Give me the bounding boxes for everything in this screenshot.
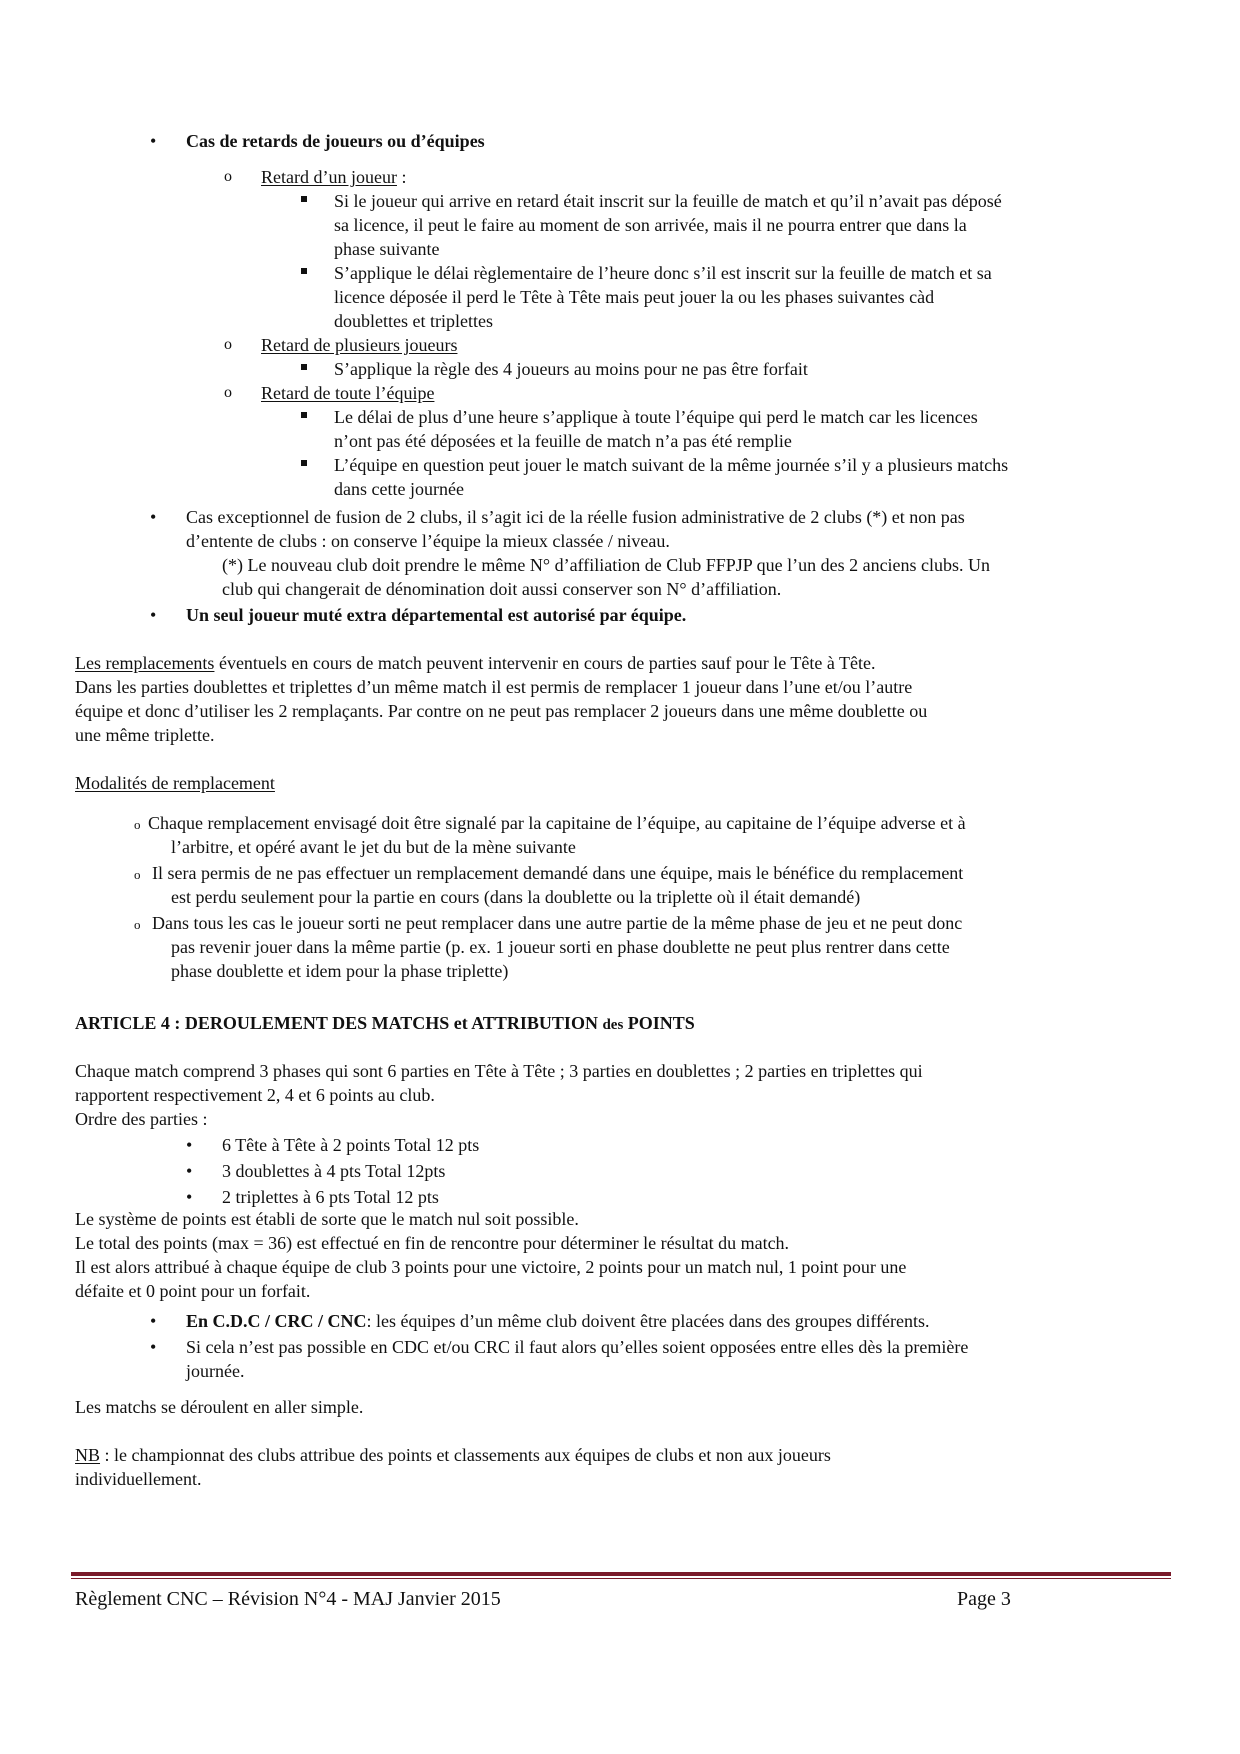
- modalites-item1-line1: Chaque remplacement envisagé doit être signalé par la capitaine de l’équipe, au capitaine de l’équipe adverse et à: [148, 813, 966, 833]
- systeme-line2: Le total des points (max = 36) est effectué en fin de rencontre pour déterminer le résultat du match.: [75, 1233, 790, 1253]
- nb-rest: : le championnat des clubs attribue des points et classements aux équipes de clubs et non aux joueurs: [100, 1445, 831, 1465]
- systeme-line3: Il est alors attribué à chaque équipe de club 3 points pour une victoire, 2 points pour un match nul, 1 point pour une: [75, 1257, 907, 1277]
- remplacements-line2: Dans les parties doublettes et triplettes d’un même match il est permis de remplacer 1 joueur dans l’une et/ou l’autre: [75, 677, 913, 697]
- article4-intro-line2: rapportent respectivement 2, 4 et 6 points au club.: [75, 1085, 435, 1105]
- circle-bullet-icon: o: [134, 917, 141, 932]
- bullet-icon: •: [150, 605, 157, 625]
- joueur-b2-line3: doublettes et triplettes: [334, 311, 493, 331]
- mute-rule: Un seul joueur muté extra départemental est autorisé par équipe.: [186, 605, 687, 625]
- ordre-label: Ordre des parties :: [75, 1109, 208, 1129]
- fusion-line2: d’entente de clubs : on conserve l’équipe la mieux classée / niveau.: [186, 531, 670, 551]
- nb-line2: individuellement.: [75, 1469, 202, 1489]
- retard-joueur-heading: [261, 166, 406, 188]
- modalites-item1-line2: l’arbitre, et opéré avant le jet du but de la mène suivante: [171, 837, 576, 857]
- circle-bullet-icon: o: [134, 817, 141, 832]
- equipe-b2-line2: dans cette journée: [334, 479, 464, 499]
- footer-rule-thin: [71, 1578, 1171, 1579]
- joueur-b1-line2: sa licence, il peut le faire au moment de son arrivée, mais il ne pourra entrer que dans la: [334, 215, 967, 235]
- retard-joueur-title: Retard d’un joueur: [261, 167, 397, 187]
- bullet-icon: •: [150, 131, 157, 151]
- retard-equipe-title: Retard de toute l’équipe: [261, 383, 435, 403]
- square-bullet-icon: [301, 412, 307, 418]
- retard-joueur-colon: :: [396, 167, 407, 187]
- equipe-b1-line2: n’ont pas été déposées et la feuille de match n’a pas été remplie: [334, 431, 792, 451]
- remplacements-line4: une même triplette.: [75, 725, 215, 745]
- article4-intro-line1: Chaque match comprend 3 phases qui sont 6 parties en Tête à Tête ; 3 parties en doublettes ; 2 parties en triplettes qui: [75, 1061, 923, 1081]
- nb-label: NB: [75, 1445, 101, 1465]
- footer-page-number: Page 3: [957, 1588, 1011, 1610]
- article4-title-a: ARTICLE 4 : DEROULEMENT DES MATCHS et ATTRIBUTION: [75, 1013, 603, 1033]
- si-cela-line2: journée.: [186, 1361, 245, 1381]
- partie-item-3: 2 triplettes à 6 pts Total 12 pts: [222, 1187, 439, 1207]
- joueur-b1-line3: phase suivante: [334, 239, 440, 259]
- footer-rule-thick: [71, 1572, 1171, 1576]
- circle-bullet-icon: o: [224, 384, 232, 401]
- square-bullet-icon: [301, 460, 307, 466]
- remplacements-line1-rest: éventuels en cours de match peuvent intervenir en cours de parties sauf pour le Tête à Tête.: [214, 653, 876, 673]
- article4-title: [75, 1012, 695, 1036]
- modalites-item3-line1: Dans tous les cas le joueur sorti ne peut remplacer dans une autre partie de la même phase de jeu et ne peut donc: [152, 913, 963, 933]
- retards-title: Cas de retards de joueurs ou d’équipes: [186, 131, 485, 151]
- circle-bullet-icon: o: [224, 336, 232, 353]
- article4-title-b: des: [602, 1017, 624, 1033]
- fusion-note-line1: (*) Le nouveau club doit prendre le même N° d’affiliation de Club FFPJP que l’un des 2 anciens clubs. Un: [222, 555, 991, 575]
- cdc-rule-rest: : les équipes d’un même club doivent être placées dans des groupes différents.: [366, 1311, 930, 1331]
- si-cela-line1: Si cela n’est pas possible en CDC et/ou CRC il faut alors qu’elles soient opposées entre elles dès la première: [186, 1337, 969, 1357]
- modalites-item3-line2: pas revenir jouer dans la même partie (p. ex. 1 joueur sorti en phase doublette ne peut plus rentrer dans cette: [171, 937, 950, 957]
- bullet-icon: •: [186, 1135, 193, 1155]
- modalites-title: Modalités de remplacement: [75, 773, 275, 793]
- equipe-b2-line1: L’équipe en question peut jouer le match suivant de la même journée s’il y a plusieurs matchs: [334, 455, 1009, 475]
- joueur-b2-line2: licence déposée il perd le Tête à Tête mais peut jouer la ou les phases suivantes càd: [334, 287, 935, 307]
- partie-item-2: 3 doublettes à 4 pts Total 12pts: [222, 1161, 446, 1181]
- bullet-icon: •: [186, 1161, 193, 1181]
- cdc-rule-bold: En C.D.C / CRC / CNC: [186, 1311, 367, 1331]
- fusion-note-line2: club qui changerait de dénomination doit aussi conserver son N° d’affiliation.: [222, 579, 782, 599]
- remplacements-line1: [75, 652, 876, 674]
- modalites-item3-line3: phase doublette et idem pour la phase triplette): [171, 961, 509, 981]
- remplacements-line3: équipe et donc d’utiliser les 2 remplaçants. Par contre on ne peut pas remplacer 2 joueurs dans une même doublette ou: [75, 701, 928, 721]
- footer-title: Règlement CNC – Révision N°4 - MAJ Janvier 2015: [75, 1588, 501, 1610]
- fusion-line1: Cas exceptionnel de fusion de 2 clubs, il s’agit ici de la réelle fusion administrative de 2 clubs (*) et non pas: [186, 507, 965, 527]
- partie-item-1: 6 Tête à Tête à 2 points Total 12 pts: [222, 1135, 480, 1155]
- systeme-line4: défaite et 0 point pour un forfait.: [75, 1281, 311, 1301]
- bullet-icon: •: [150, 1311, 157, 1331]
- nb-line1: [75, 1444, 831, 1466]
- circle-bullet-icon: o: [134, 867, 141, 882]
- joueur-b2-line1: S’applique le délai règlementaire de l’heure donc s’il est inscrit sur la feuille de match et sa: [334, 263, 992, 283]
- cdc-rule: [186, 1310, 930, 1332]
- bullet-icon: •: [150, 1337, 157, 1357]
- bullet-icon: •: [150, 507, 157, 527]
- circle-bullet-icon: o: [224, 168, 232, 185]
- joueur-b1-line1: Si le joueur qui arrive en retard était inscrit sur la feuille de match et qu’il n’avait pas déposé: [334, 191, 1002, 211]
- aller-simple: Les matchs se déroulent en aller simple.: [75, 1397, 364, 1417]
- retard-plusieurs-title: Retard de plusieurs joueurs: [261, 335, 458, 355]
- article4-title-c: POINTS: [623, 1013, 695, 1033]
- equipe-b1-line1: Le délai de plus d’une heure s’applique à toute l’équipe qui perd le match car les licences: [334, 407, 978, 427]
- plusieurs-b1: S’applique la règle des 4 joueurs au moins pour ne pas être forfait: [334, 359, 808, 379]
- bullet-icon: •: [186, 1187, 193, 1207]
- modalites-item2-line2: est perdu seulement pour la partie en cours (dans la doublette ou la triplette où il était demandé): [171, 887, 861, 907]
- square-bullet-icon: [301, 268, 307, 274]
- square-bullet-icon: [301, 364, 307, 370]
- remplacements-title: Les remplacements: [75, 653, 215, 673]
- modalites-item2-line1: Il sera permis de ne pas effectuer un remplacement demandé dans une équipe, mais le bénéfice du remplacement: [152, 863, 964, 883]
- square-bullet-icon: [301, 196, 307, 202]
- systeme-line1: Le système de points est établi de sorte que le match nul soit possible.: [75, 1209, 579, 1229]
